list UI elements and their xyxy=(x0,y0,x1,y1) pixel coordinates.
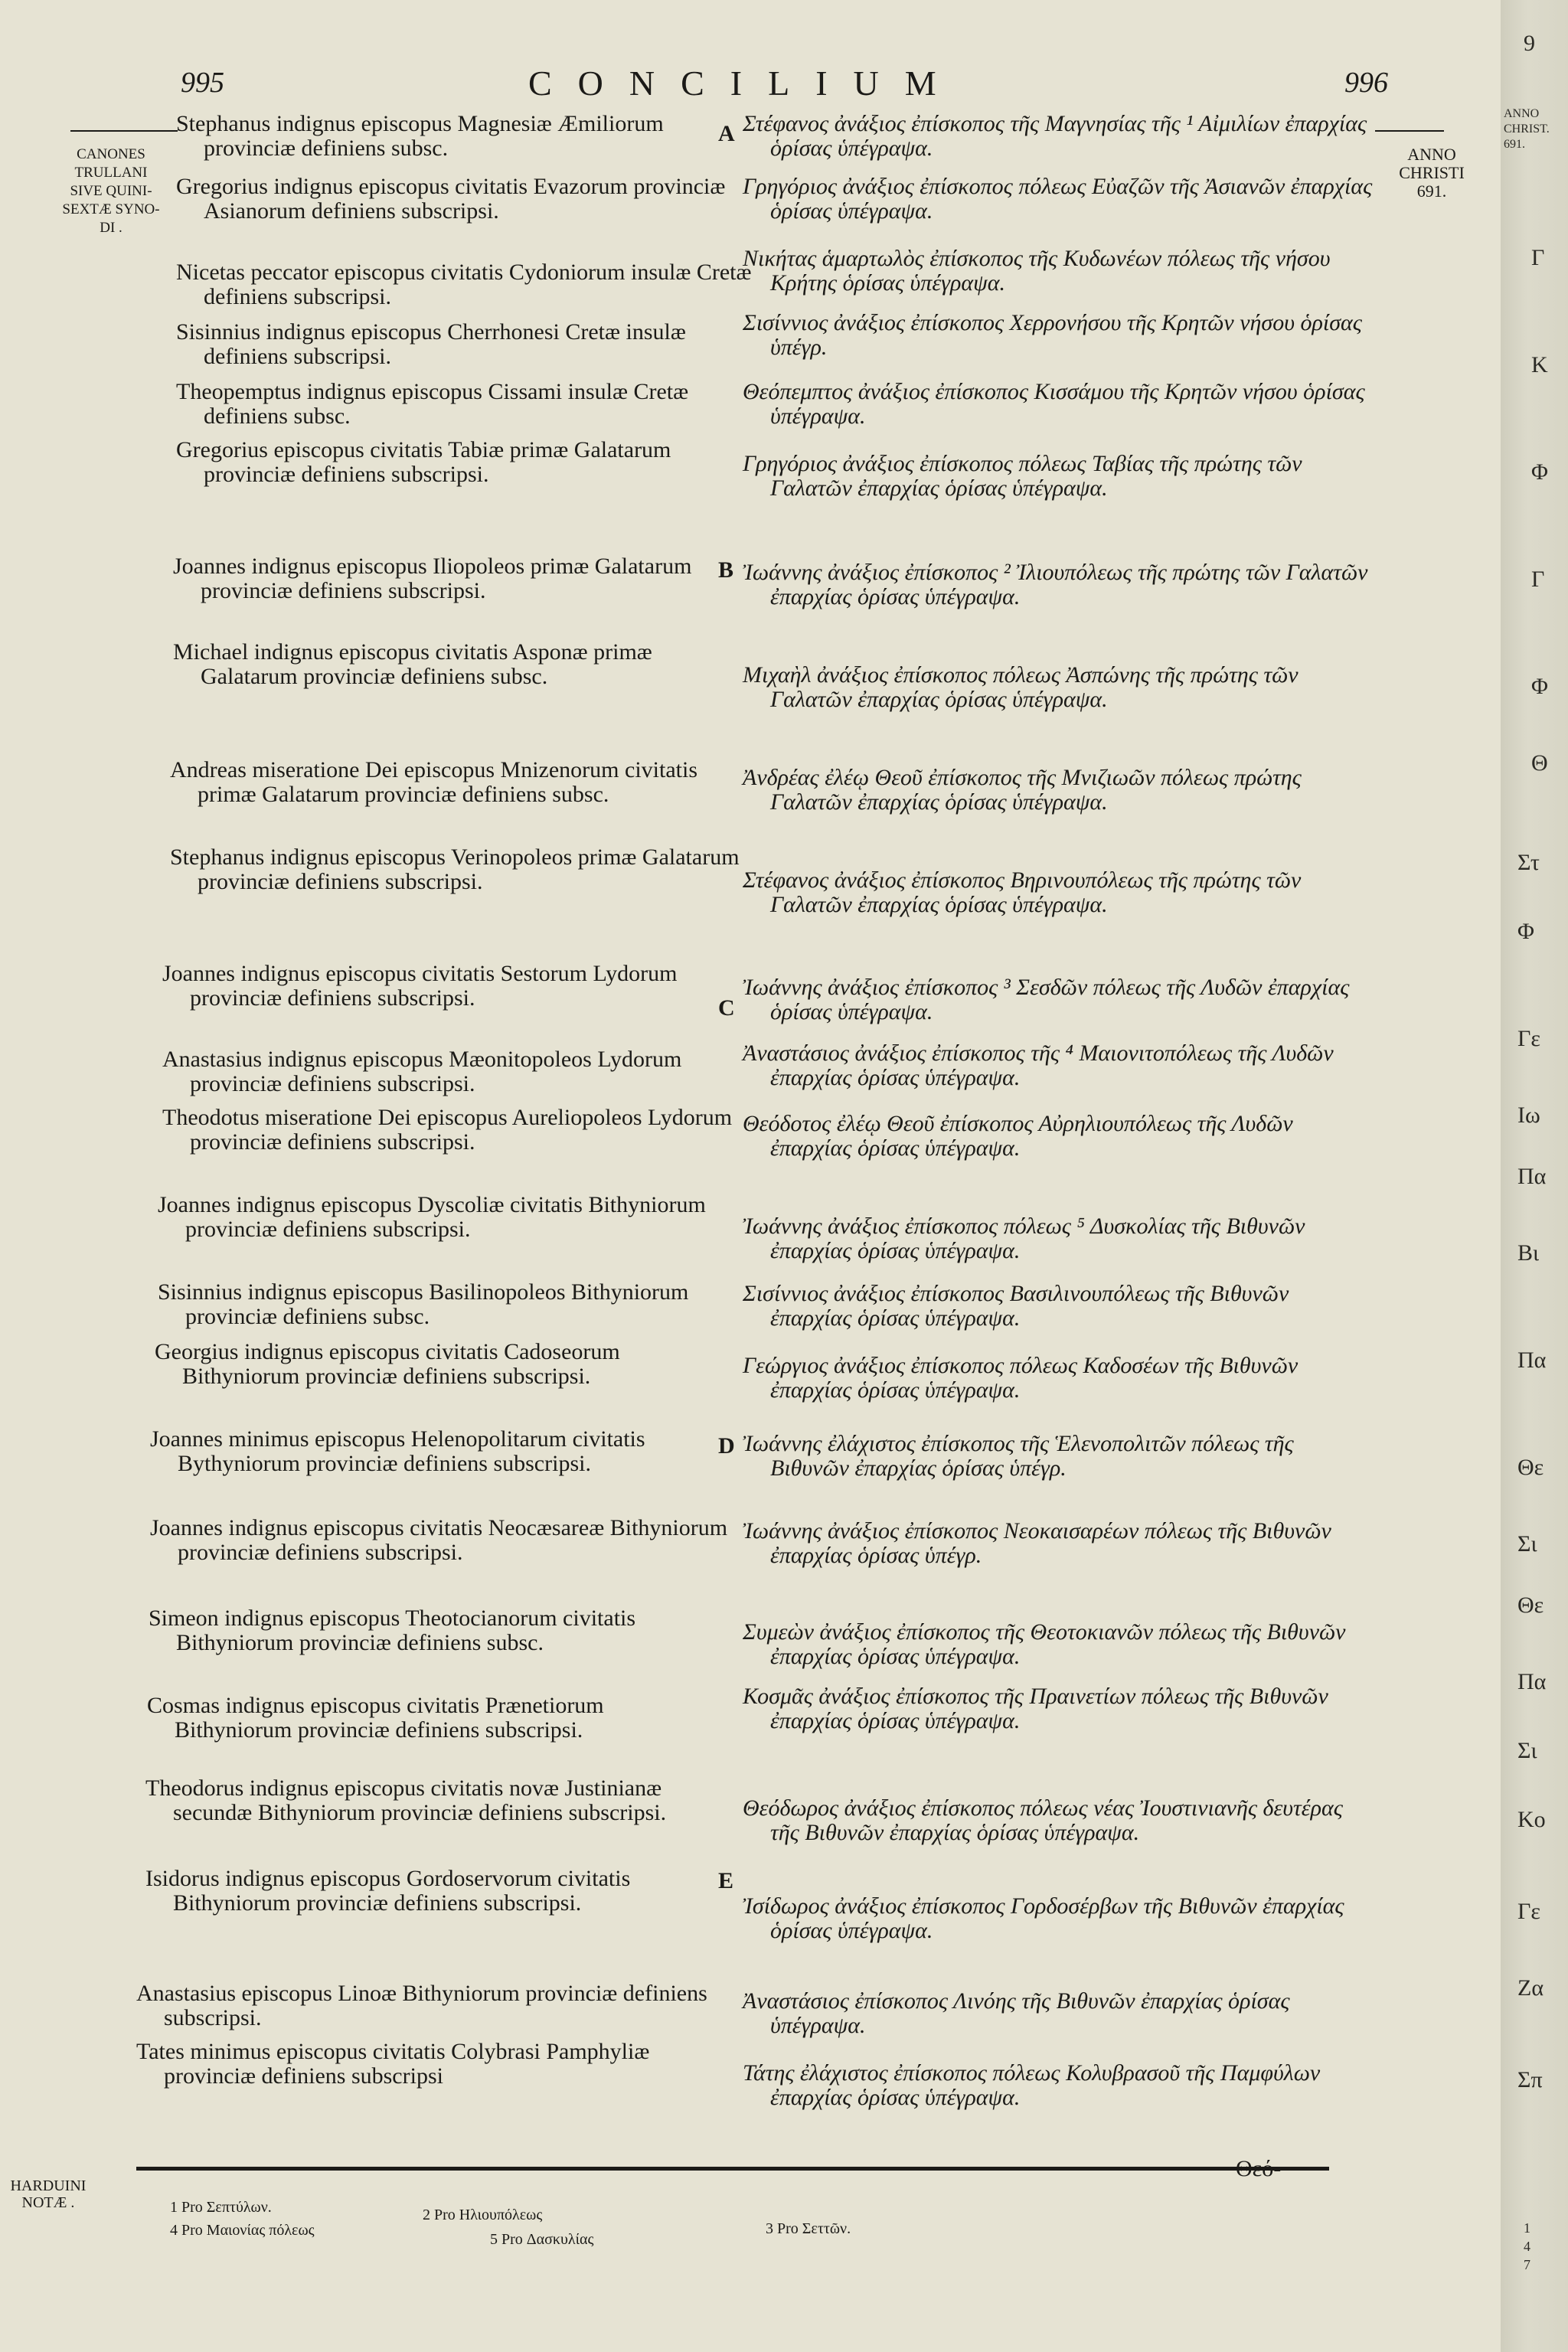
latin-entry: Anastasius episcopus Linoæ Bithyniorum provinciæ definiens subscripsi. xyxy=(136,1981,707,2030)
latin-entry: Tates minimus episcopus civitatis Colybrasi Pamphyliæ provinciæ definiens subscripsi xyxy=(136,2039,650,2089)
greek-entry: Ἰωάννης ἐλάχιστος ἐπίσκοπος τῆς Ἑλενοπολιτῶν πόλεως τῆς Βιθυνῶν ἐπαρχίας ὁρίσας ὑπέγρ. xyxy=(743,1431,1294,1481)
latin-entry: Sisinnius indignus episcopus Cherrhonesi Cretæ insulæ definiens subscripsi. xyxy=(176,319,686,369)
latin-entry: Joannes indignus episcopus Iliopoleos primæ Galatarum provinciæ definiens subscripsi. xyxy=(173,554,692,603)
facing-page-edge: 9 ANNO CHRIST. 691. Γ Κ Φ Γ Φ Θ Στ Φ Γε Ιω Πα Βι Πα Θε Σι Θε Πα Σι Κο Γε Ζα Σπ 1 4 7 xyxy=(1501,0,1568,2352)
greek-entry: Ἰσίδωρος ἀνάξιος ἐπίσκοπος Γορδοσέρβων τῆς Βιθυνῶν ἐπαρχίας ὁρίσας ὑπέγραψα. xyxy=(743,1893,1344,1943)
greek-entry: Θεόπεμπτος ἀνάξιος ἐπίσκοπος Κισσάμου τῆς Κρητῶν νήσου ὁρίσας ὑπέγραψα. xyxy=(743,379,1365,429)
greek-entry: Σισίννιος ἀνάξιος ἐπίσκοπος Βασιλινουπόλεως τῆς Βιθυνῶν ἐπαρχίας ὁρίσας ὑπέγραψα. xyxy=(743,1281,1289,1331)
greek-entry: Ἰωάννης ἀνάξιος ἐπίσκοπος πόλεως ⁵ Δυσκολίας τῆς Βιθυνῶν ἐπαρχίας ὁρίσας ὑπέγραψα. xyxy=(743,1214,1305,1263)
latin-entry: Michael indignus episcopus civitatis Asponæ primæ Galatarum provinciæ definiens subsc. xyxy=(173,639,652,689)
greek-entry: Γρηγόριος ἀνάξιος ἐπίσκοπος πόλεως Ταβίας τῆς πρώτης τῶν Γαλατῶν ἐπαρχίας ὁρίσας ὑπέγραψα. xyxy=(743,451,1302,501)
footnote: 3 Pro Σεττῶν. xyxy=(766,2220,851,2237)
section-letter-d: D xyxy=(718,1433,735,1459)
latin-entry: Anastasius indignus episcopus Mæonitopoleos Lydorum provinciæ definiens subscripsi. xyxy=(162,1047,682,1096)
greek-entry: Σισίννιος ἀνάξιος ἐπίσκοπος Χερρονήσου τῆς Κρητῶν νήσου ὁρίσας ὑπέγρ. xyxy=(743,310,1362,360)
latin-entry: Joannes indignus episcopus civitatis Sestorum Lydorum provinciæ definiens subscripsi. xyxy=(162,961,678,1011)
latin-entry: Stephanus indignus episcopus Verinopoleos primæ Galatarum provinciæ definiens subscripsi. xyxy=(170,844,740,894)
latin-entry: Simeon indignus episcopus Theotocianorum civitatis Bithyniorum provinciæ definiens subsc. xyxy=(149,1606,636,1655)
section-letter-a: A xyxy=(718,121,735,146)
latin-entry: Isidorus indignus episcopus Gordoservorum civitatis Bithyniorum provinciæ definiens subscripsi. xyxy=(145,1866,631,1916)
greek-entry: Ἀνδρέας ἐλέῳ Θεοῦ ἐπίσκοπος τῆς Μνιζιωῶν πόλεως πρώτης Γαλατῶν ἐπαρχίας ὁρίσας ὑπέγραψα. xyxy=(743,765,1302,815)
left-margin-note: CANONES TRULLANI SIVE QUINI- SEXTÆ SYNO- DI . xyxy=(62,146,160,236)
latin-entry: Joannes minimus episcopus Helenopolitarum civitatis Bythyniorum provinciæ definiens subscripsi. xyxy=(150,1426,645,1476)
footnote: 5 Pro Δασκυλίας xyxy=(490,2231,594,2248)
page-number-right: 996 xyxy=(1344,67,1388,99)
latin-entry: Georgius indignus episcopus civitatis Cadoseorum Bithyniorum provinciæ definiens subscripsi. xyxy=(155,1339,620,1389)
latin-entry: Theodotus miseratione Dei episcopus Aureliopoleos Lydorum provinciæ definiens subscripsi. xyxy=(162,1105,733,1155)
greek-entry: Στέφανος ἀνάξιος ἐπίσκοπος τῆς Μαγνησίας τῆς ¹ Αἰμιλίων ἐπαρχίας ὁρίσας ὑπέγραψα. xyxy=(743,111,1367,161)
greek-entry: Κοσμᾶς ἀνάξιος ἐπίσκοπος τῆς Πραινετίων πόλεως τῆς Βιθυνῶν ἐπαρχίας ὁρίσας ὑπέγραψα. xyxy=(743,1684,1328,1733)
section-letter-c: C xyxy=(718,995,735,1021)
greek-entry: Μιχαὴλ ἀνάξιος ἐπίσκοπος πόλεως Ἀσπώνης τῆς πρώτης τῶν Γαλατῶν ἐπαρχίας ὁρίσας ὑπέγραψα. xyxy=(743,662,1298,712)
footnote: 4 Pro Μαιονίας πόλεως xyxy=(170,2222,315,2239)
section-letter-b: B xyxy=(718,557,734,583)
greek-entry: Θεόδοτος ἐλέῳ Θεοῦ ἐπίσκοπος Αὐρηλιουπόλεως τῆς Λυδῶν ἐπαρχίας ὁρίσας ὑπέγραψα. xyxy=(743,1111,1293,1161)
footnote: 2 Pro Ηλιουπόλεως xyxy=(423,2207,543,2223)
greek-entry: Συμεὼν ἀνάξιος ἐπίσκοπος τῆς Θεοτοκιανῶν πόλεως τῆς Βιθυνῶν ἐπαρχίας ὁρίσας ὑπέγραψα. xyxy=(743,1619,1346,1669)
latin-entry: Stephanus indignus episcopus Magnesiæ Æmiliorum provinciæ definiens subsc. xyxy=(176,111,664,161)
latin-entry: Theodorus indignus episcopus civitatis novæ Justinianæ secundæ Bithyniorum provinciæ definiens subscripsi. xyxy=(145,1775,667,1825)
greek-entry: Ἀναστάσιος ἀνάξιος ἐπίσκοπος τῆς ⁴ Μαιονιτοπόλεως τῆς Λυδῶν ἐπαρχίας ὁρίσας ὑπέγραψα. xyxy=(743,1040,1334,1090)
greek-entry: Νικήτας ἁμαρτωλὸς ἐπίσκοπος τῆς Κυδωνέων πόλεως τῆς νήσου Κρήτης ὁρίσας ὑπέγραψα. xyxy=(743,246,1331,296)
greek-entry: Γρηγόριος ἀνάξιος ἐπίσκοπος πόλεως Εὐαζῶν τῆς Ἀσιανῶν ἐπαρχίας ὁρίσας ὑπέγραψα. xyxy=(743,174,1373,224)
margin-dash-left xyxy=(70,130,178,132)
greek-entry: Ἀναστάσιος ἐπίσκοπος Λινόης τῆς Βιθυνῶν ἐπαρχίας ὁρίσας ὑπέγραψα. xyxy=(743,1988,1290,2038)
margin-dash-right xyxy=(1375,130,1444,132)
latin-entry: Andreas miseratione Dei episcopus Mnizenorum civitatis primæ Galatarum provinciæ definiens subsc. xyxy=(170,757,697,807)
latin-entry: Gregorius indignus episcopus civitatis Evazorum provinciæ Asianorum definiens subscripsi. xyxy=(176,174,726,224)
greek-entry: Τάτης ἐλάχιστος ἐπίσκοπος πόλεως Κολυβρασοῦ τῆς Παμφύλων ἐπαρχίας ὁρίσας ὑπέγραψα. xyxy=(743,2060,1321,2110)
greek-entry: Στέφανος ἀνάξιος ἐπίσκοπος Βηρινουπόλεως τῆς πρώτης τῶν Γαλατῶν ἐπαρχίας ὁρίσας ὑπέγραψα. xyxy=(743,867,1302,917)
footnote: 1 Pro Σεπτύλων. xyxy=(170,2199,272,2216)
latin-entry: Joannes indignus episcopus Dyscoliæ civitatis Bithyniorum provinciæ definiens subscripsi. xyxy=(158,1192,706,1242)
greek-entry: Ἰωάννης ἀνάξιος ἐπίσκοπος ³ Σεσδῶν πόλεως τῆς Λυδῶν ἐπαρχίας ὁρίσας ὑπέγραψα. xyxy=(743,975,1350,1024)
latin-entry: Gregorius episcopus civitatis Tabiæ primæ Galatarum provinciæ definiens subscripsi. xyxy=(176,437,671,487)
latin-entry: Joannes indignus episcopus civitatis Neocæsareæ Bithyniorum provinciæ definiens subscripsi. xyxy=(150,1515,728,1565)
latin-entry: Theopemptus indignus episcopus Cissami insulæ Cretæ definiens subsc. xyxy=(176,379,689,429)
greek-entry: Ἰωάννης ἀνάξιος ἐπίσκοπος ² Ἰλιουπόλεως τῆς πρώτης τῶν Γαλατῶν ἐπαρχίας ὁρίσας ὑπέγραψα. xyxy=(743,560,1368,609)
latin-entry: Nicetas peccator episcopus civitatis Cydoniorum insulæ Cretæ definiens subscripsi. xyxy=(176,260,752,309)
greek-entry: Ἰωάννης ἀνάξιος ἐπίσκοπος Νεοκαισαρέων πόλεως τῆς Βιθυνῶν ἐπαρχίας ὁρίσας ὑπέγρ. xyxy=(743,1518,1331,1568)
footnote-rule xyxy=(136,2167,1329,2171)
greek-entry: Θεόδωρος ἀνάξιος ἐπίσκοπος πόλεως νέας Ἰουστινιανῆς δευτέρας τῆς Βιθυνῶν ἐπαρχίας ὁρίσας ὑπέγραψα. xyxy=(743,1795,1343,1845)
latin-entry: Sisinnius indignus episcopus Basilinopoleos Bithyniorum provinciæ definiens subsc. xyxy=(158,1279,689,1329)
page-number-left: 995 xyxy=(181,67,224,99)
section-letter-e: E xyxy=(718,1868,734,1893)
notes-label: HARDUINI NOTÆ . xyxy=(10,2177,87,2211)
latin-entry: Cosmas indignus episcopus civitatis Prænetiorum Bithyniorum provinciæ definiens subscripsi. xyxy=(147,1693,604,1743)
greek-entry: Γεώργιος ἀνάξιος ἐπίσκοπος πόλεως Καδοσέων τῆς Βιθυνῶν ἐπαρχίας ὁρίσας ὑπέγραψα. xyxy=(743,1353,1298,1403)
running-title: CONCILIUM xyxy=(528,64,962,103)
catchword: Θεό- xyxy=(1236,2156,1282,2181)
right-margin-note: ANNO CHRISTI 691. xyxy=(1399,145,1465,201)
